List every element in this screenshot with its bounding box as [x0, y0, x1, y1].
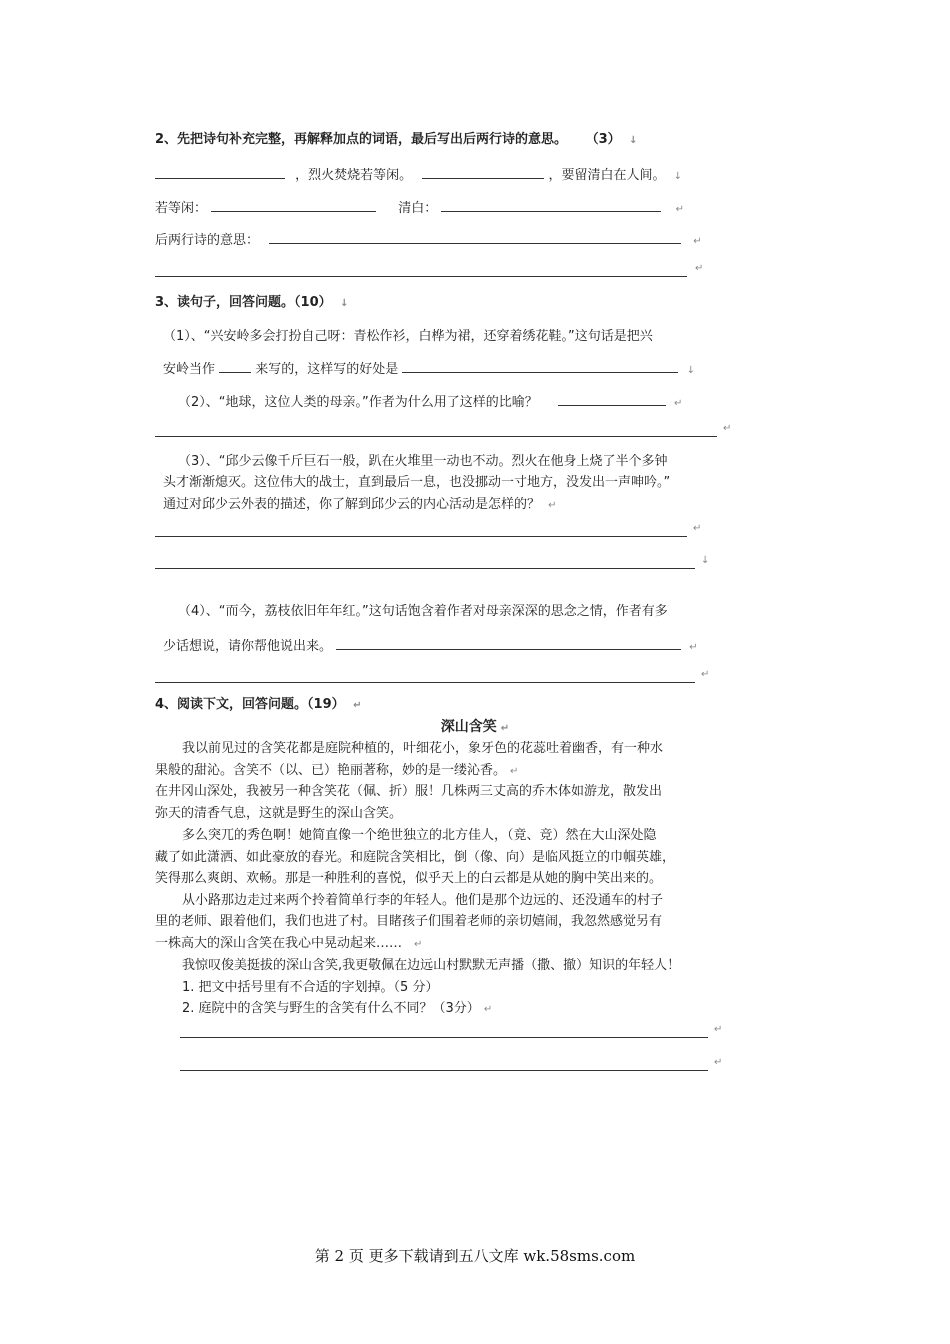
line-break-mark: ↓	[673, 171, 682, 182]
line-break-mark: ↓	[629, 135, 638, 146]
q3-s2-answer-line[interactable]	[155, 423, 732, 437]
q3-s1-line1: （1）、“兴安岭多会打扮自己呀：青松作衫，白桦为裙，还穿着绣花鞋。”这句话是把兴	[163, 329, 653, 344]
passage-p3-l3: 笑得那么爽朗、欢畅。那是一种胜利的喜悦，似乎天上的白云都是从她的胸中笑出来的。	[155, 871, 663, 886]
poem-end-text: ，要留清白在人间。	[548, 168, 666, 183]
q4-sub2	[182, 998, 492, 1021]
paragraph-mark: ↵	[723, 423, 732, 434]
qingbai-label: 清白：	[398, 201, 438, 216]
q2-score: （3）	[585, 132, 621, 147]
paragraph-mark: ↵	[695, 263, 704, 274]
passage-p3-l2: 藏了如此潇洒、如此豪放的春光。和庭院含笑相比，倒（像、向）是临风挺立的巾帼英雄，	[155, 850, 676, 865]
meaning-label: 后两行诗的意思：	[155, 233, 260, 248]
q2-meaning-line	[155, 229, 702, 252]
q2-poem-line	[155, 164, 682, 187]
paragraph-mark: ↵	[701, 669, 710, 680]
poem-mid-text: ，烈火焚烧若等闲。	[295, 168, 413, 183]
paragraph-mark: ↵	[510, 766, 519, 777]
paragraph-mark: ↵	[500, 723, 510, 734]
passage-p4-l3	[155, 933, 422, 956]
s1-blank-1[interactable]	[219, 358, 251, 373]
paragraph-mark: ↵	[353, 700, 362, 711]
qingbai-blank[interactable]	[441, 197, 661, 212]
q2-heading-text: 2、先把诗句补充完整，再解释加点的词语，最后写出后两行诗的意思。	[155, 132, 568, 147]
poem-blank-1[interactable]	[155, 164, 285, 179]
q3-heading	[155, 293, 349, 314]
q3-s4-line2	[163, 635, 698, 658]
q2-word-line	[155, 197, 684, 220]
line-break-mark: ↓	[340, 298, 349, 309]
page-footer: 第 2 页 更多下载请到五八文库 wk.58sms.com	[314, 1247, 636, 1265]
q3-s3-answer-line-2[interactable]	[155, 555, 710, 569]
passage-p5: 我惊叹俊美挺拔的深山含笑,我更敬佩在边远山村默默无声播（撒、撤）知识的年轻人！	[182, 958, 681, 973]
passage-p3-l1: 多么突兀的秀色啊！她简直像一个绝世独立的北方佳人，（竟、竞）然在大山深处隐	[182, 828, 657, 843]
q3-s3-line1: （3）、“邱少云像千斤巨石一般，趴在火堆里一动也不动。烈火在他身上烧了半个多钟	[178, 454, 668, 469]
q2-heading	[155, 130, 638, 151]
q2-answer-line[interactable]	[155, 263, 704, 277]
q3-s3-line2: 头才渐渐熄灭。这位伟大的战士，直到最后一息，也没挪动一寸地方，没发出一声呻吟。”	[163, 475, 671, 490]
ruodengxian-label: 若等闲：	[155, 201, 208, 216]
s2-text: （2）、“地球，这位人类的母亲。”作者为什么用了这样的比喻？	[178, 395, 538, 410]
paragraph-mark: ↵	[675, 204, 684, 215]
q3-s3-answer-line-1[interactable]	[155, 523, 702, 537]
paragraph-mark: ↵	[714, 1024, 723, 1035]
passage-title-text: 深山含笑	[440, 719, 497, 735]
q3-s2-line	[178, 391, 682, 414]
paragraph-mark: ↵	[693, 523, 702, 534]
p4-l3-text: 一株高大的深山含笑在我心中晃动起来……	[155, 936, 403, 951]
paragraph-mark: ↵	[714, 1057, 723, 1068]
p1-l2-text: 果般的甜沁。含笑不（以、已）艳丽著称，妙的是一缕沁香。	[155, 763, 507, 778]
passage-p4-l1: 从小路那边走过来两个拎着简单行李的年轻人。他们是那个边远的、还没通车的村子	[182, 893, 664, 908]
paragraph-mark: ↵	[414, 939, 423, 950]
passage-p4-l2: 里的老师、跟着他们，我们也进了村。目睹孩子们围着老师的亲切嬉闹，我忽然感觉另有	[155, 914, 663, 929]
passage-p1-l1: 我以前见过的含笑花都是庭院种植的，叶细花小，象牙色的花蕊吐着幽香，有一种水	[182, 741, 664, 756]
passage-p2-l2: 弥天的清香气息，这就是野生的深山含笑。	[155, 806, 403, 821]
q4-answer-line-1[interactable]	[180, 1024, 723, 1038]
q3-s4-line1: （4）、“而今，荔枝依旧年年红。”这句话饱含着作者对母亲深深的思念之情，作者有多	[178, 604, 668, 619]
ruodengxian-blank[interactable]	[211, 197, 376, 212]
line-break-mark: ↓	[686, 365, 695, 376]
q3-s1-line2	[163, 358, 695, 381]
meaning-blank[interactable]	[269, 229, 681, 244]
q4-heading-text: 4、阅读下文，回答问题。（19）	[155, 697, 345, 712]
sub2-text: 2. 庭院中的含笑与野生的含笑有什么不同？（3分）	[182, 1001, 480, 1016]
poem-blank-2[interactable]	[422, 164, 544, 179]
s1-blank-2[interactable]	[402, 358, 678, 373]
paragraph-mark: ↵	[674, 398, 683, 409]
q4-heading	[155, 695, 362, 716]
q4-answer-line-2[interactable]	[180, 1057, 723, 1071]
s3-question: 通过对邱少云外表的描述，你了解到邱少云的内心活动是怎样的？	[163, 497, 541, 512]
line-break-mark: ↓	[701, 555, 710, 566]
s1-part2: 来写的，这样写的好处是	[255, 362, 399, 377]
passage-p1-l2	[155, 760, 518, 783]
s4-blank[interactable]	[336, 635, 681, 650]
s4-text: 少话想说，请你帮他说出来。	[163, 639, 333, 654]
paragraph-mark: ↵	[548, 500, 557, 511]
paragraph-mark: ↵	[483, 1004, 493, 1015]
passage-title	[0, 716, 950, 736]
paragraph-mark: ↵	[693, 236, 702, 247]
s1-part1: 安岭当作	[163, 362, 216, 377]
q3-heading-text: 3、读句子，回答问题。（10）	[155, 295, 332, 310]
passage-p2-l1: 在井冈山深处，我被另一种含笑花（佩、折）服！几株两三丈高的乔木体如游龙，散发出	[155, 784, 663, 799]
paragraph-mark: ↵	[689, 642, 698, 653]
q3-s4-answer-line[interactable]	[155, 669, 710, 683]
s2-blank[interactable]	[558, 391, 666, 406]
q3-s3-line3	[163, 495, 557, 516]
q4-sub1: 1. 把文中括号里有不合适的字划掉。（5 分）	[182, 980, 439, 995]
